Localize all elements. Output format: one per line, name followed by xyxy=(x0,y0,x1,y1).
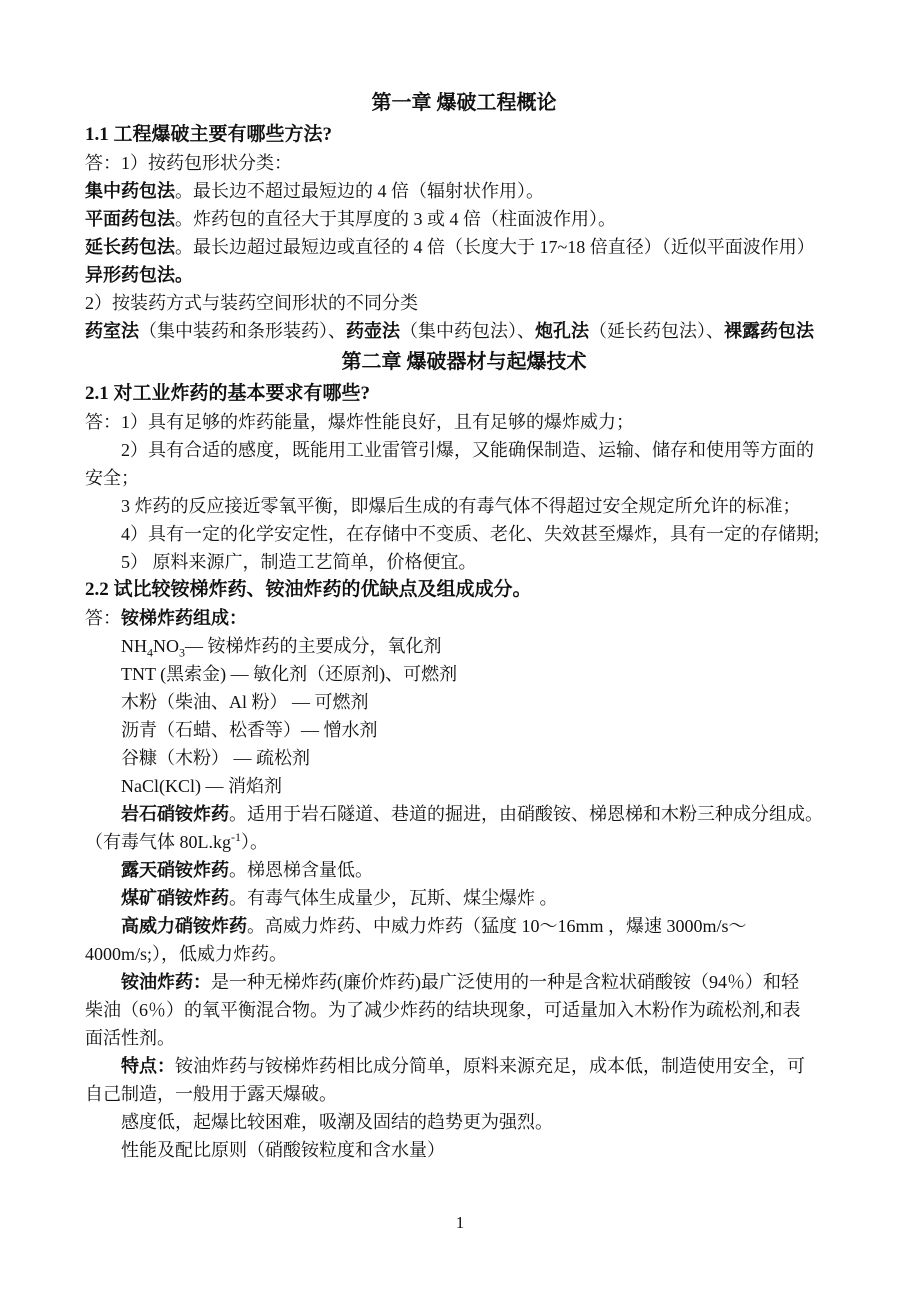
text-run: 2）具有合适的感度，既能用工业雷管引爆，又能确保制造、运输、储存和使用等方面的 xyxy=(121,440,814,460)
text-line xyxy=(85,716,843,744)
text-line xyxy=(85,800,843,828)
text-line xyxy=(85,548,843,576)
text-line xyxy=(85,828,843,856)
text-run: 3 xyxy=(179,645,185,660)
text-line xyxy=(85,261,843,289)
text-line xyxy=(85,436,843,464)
text-run: 答： xyxy=(85,608,121,628)
text-run: 答：1）具有足够的炸药能量，爆炸性能良好，且有足够的爆炸威力； xyxy=(85,412,634,432)
text-run: （有毒气体 80L.kg xyxy=(85,832,231,852)
text-run: 异形药包法。 xyxy=(85,265,193,285)
text-run: 铵油炸药： xyxy=(121,972,211,992)
text-run: 延长药包法 xyxy=(85,237,175,257)
text-run: 4000m/s;），低威力炸药。 xyxy=(85,944,288,964)
chapter-title xyxy=(85,88,843,118)
text-run: 1.1 工程爆破主要有哪些方法? xyxy=(85,124,333,145)
text-run: 铵油炸药与铵梯炸药相比成分简单，原料来源充足，成本低，制造使用安全，可 xyxy=(175,1056,805,1076)
text-line xyxy=(85,996,843,1024)
text-line xyxy=(85,604,843,632)
text-run: 裸露药包法 xyxy=(724,321,814,341)
text-run: 。有毒气体生成量少，瓦斯、煤尘爆炸 。 xyxy=(229,888,558,908)
text-run: 沥青（石蜡、松香等）— 憎水剂 xyxy=(121,720,378,740)
text-run: 4）具有一定的化学安定性，在存储中不变质、老化、失效甚至爆炸，具有一定的存储期; xyxy=(121,524,819,544)
text-line xyxy=(85,1024,843,1052)
text-run: 高威力硝铵炸药 xyxy=(121,916,247,936)
text-run: 第二章 爆破器材与起爆技术 xyxy=(341,351,587,373)
text-line xyxy=(85,1052,843,1080)
text-run: 特点： xyxy=(121,1056,175,1076)
text-line xyxy=(85,149,843,177)
text-run: 药壶法 xyxy=(346,321,400,341)
text-line xyxy=(85,289,843,317)
text-line xyxy=(85,1108,843,1136)
text-line xyxy=(85,492,843,520)
text-run: 面活性剂。 xyxy=(85,1028,175,1048)
text-run: 岩石硝铵炸药 xyxy=(121,804,229,824)
text-run: NO xyxy=(153,636,179,656)
text-line xyxy=(85,744,843,772)
text-run: 露天硝铵炸药 xyxy=(121,860,229,880)
text-run: （集中装药和条形装药）、 xyxy=(139,321,346,341)
text-run: 炮孔法 xyxy=(535,321,589,341)
question-heading xyxy=(85,121,843,149)
text-run: 安全； xyxy=(85,468,139,488)
text-line xyxy=(85,317,843,345)
text-run: 5） 原料来源广，制造工艺简单，价格便宜。 xyxy=(121,552,477,572)
text-run: 。最长边超过最短边或直径的 4 倍（长度大于 17~18 倍直径）（近似平面波作用） xyxy=(175,237,815,257)
text-run: 。炸药包的直径大于其厚度的 3 或 4 倍（柱面波作用）。 xyxy=(175,209,616,229)
text-line xyxy=(85,520,843,548)
text-run: NaCl(KCl) — 消焰剂 xyxy=(121,776,282,796)
text-run: （集中药包法）、 xyxy=(400,321,535,341)
text-run: 2）按装药方式与装药空间形状的不同分类 xyxy=(85,293,418,313)
text-run: -1 xyxy=(231,830,241,844)
text-run: 。高威力炸药、中威力炸药（猛度 10～16mm ，爆速 3000m/s～ xyxy=(247,916,747,936)
text-run: 。最长边不超过最短边的 4 倍（辐射状作用）。 xyxy=(175,181,544,201)
text-line xyxy=(85,772,843,800)
document-content xyxy=(85,86,843,1164)
text-run: 木粉（柴油、Al 粉） — 可燃剂 xyxy=(121,692,369,712)
text-run: 第一章 爆破工程概论 xyxy=(371,92,557,114)
text-run: NH xyxy=(121,636,147,656)
text-run: 是一种无梯炸药(廉价炸药)最广泛使用的一种是含粒状硝酸铵（94％）和轻 xyxy=(211,972,799,992)
text-line xyxy=(85,912,843,940)
text-line xyxy=(85,884,843,912)
text-run: 自己制造，一般用于露天爆破。 xyxy=(85,1084,337,1104)
text-line xyxy=(85,940,843,968)
text-run: 集中药包法 xyxy=(85,181,175,201)
text-line xyxy=(85,660,843,688)
text-run: 平面药包法 xyxy=(85,209,175,229)
text-run: 2.2 试比较铵梯炸药、铵油炸药的优缺点及组成成分。 xyxy=(85,579,532,600)
text-run: 答：1）按药包形状分类： xyxy=(85,153,292,173)
text-run: 感度低，起爆比较困难，吸潮及固结的趋势更为强烈。 xyxy=(121,1112,553,1132)
text-run: 4 xyxy=(147,645,153,660)
text-run: 柴油（6％）的氧平衡混合物。为了减少炸药的结块现象，可适量加入木粉作为疏松剂,和表 xyxy=(85,1000,801,1020)
text-line xyxy=(85,688,843,716)
page-number: 1 xyxy=(455,1213,465,1232)
text-run: TNT (黑索金) — 敏化剂（还原剂)、可燃剂 xyxy=(121,664,458,684)
question-heading xyxy=(85,380,843,408)
text-run: 铵梯炸药组成： xyxy=(121,608,247,628)
text-line xyxy=(85,205,843,233)
text-line xyxy=(85,1080,843,1108)
text-line xyxy=(85,177,843,205)
text-line xyxy=(85,1136,843,1164)
text-run: 谷糠（木粉） — 疏松剂 xyxy=(121,748,310,768)
text-line xyxy=(85,632,843,660)
text-line xyxy=(85,856,843,884)
text-run: 3 炸药的反应接近零氧平衡，即爆后生成的有毒气体不得超过安全规定所允许的标准； xyxy=(121,496,801,516)
text-run: 煤矿硝铵炸药 xyxy=(121,888,229,908)
text-line xyxy=(85,464,843,492)
chapter-title xyxy=(85,347,843,377)
text-run: 性能及配比原则（硝酸铵粒度和含水量） xyxy=(121,1140,445,1160)
text-run: — 铵梯炸药的主要成分，氧化剂 xyxy=(185,636,442,656)
text-line xyxy=(85,968,843,996)
text-run: 2.1 对工业炸药的基本要求有哪些? xyxy=(85,383,371,404)
text-run: 药室法 xyxy=(85,321,139,341)
text-run: 。适用于岩石隧道、巷道的掘进，由硝酸铵、梯恩梯和木粉三种成分组成。 xyxy=(229,804,823,824)
text-run: 。梯恩梯含量低。 xyxy=(229,860,373,880)
text-line xyxy=(85,408,843,436)
text-run: （延长药包法）、 xyxy=(589,321,724,341)
text-line xyxy=(85,233,843,261)
text-run: ）。 xyxy=(241,832,268,852)
question-heading xyxy=(85,576,843,604)
